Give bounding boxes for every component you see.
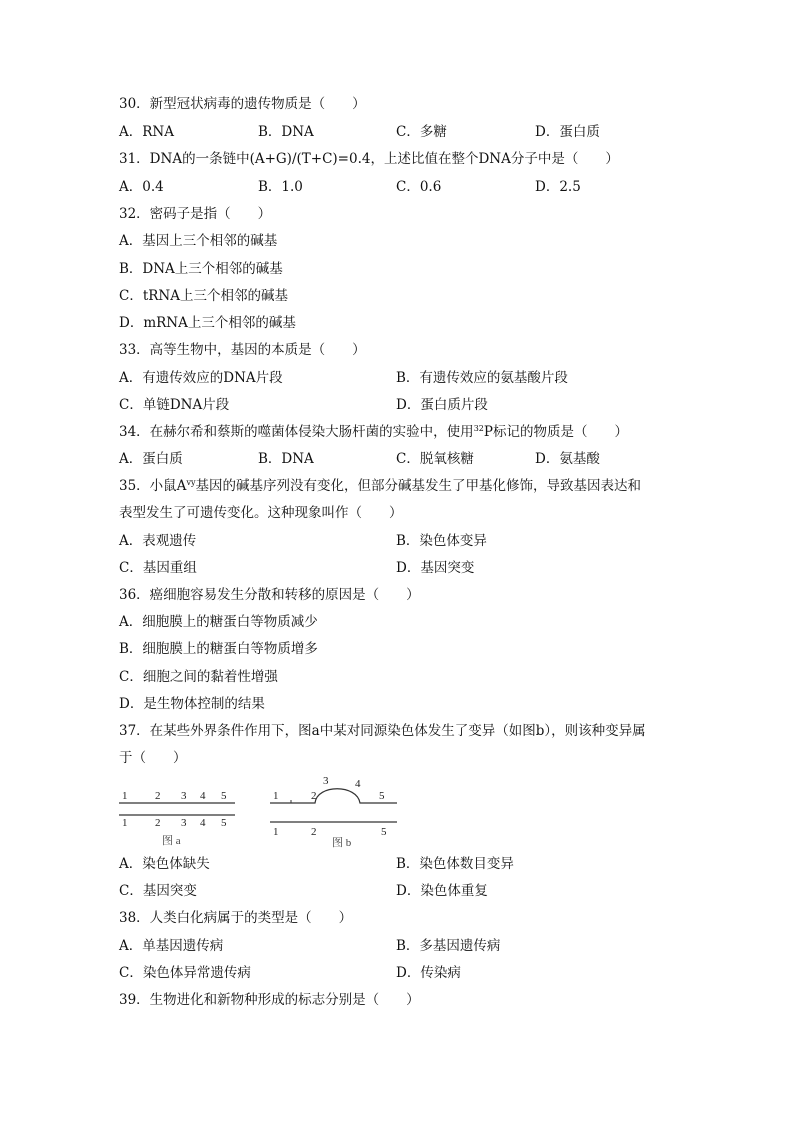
q38-option-c: C．染色体异常遗传病 (119, 965, 251, 981)
q30-option-b: B．DNA (258, 124, 314, 140)
q35-allele-superscript: vy (186, 478, 196, 487)
q32-option-a: A．基因上三个相邻的碱基 (119, 233, 278, 249)
question-38-stem: 38．人类白化病属于的类型是（ ） (119, 910, 353, 926)
q35-stem-part1: 35．小鼠A (119, 478, 187, 494)
fig-a-bottom-label-1: 1 (122, 817, 128, 829)
question-39-stem: 39．生物进化和新物种形成的标志分别是（ ） (119, 992, 420, 1008)
fig-b-top-label-4: 4 (355, 778, 361, 790)
q35-option-a: A．表观遗传 (119, 533, 197, 549)
q30-option-a: A．RNA (119, 124, 174, 140)
q34-option-c: C．脱氧核糖 (396, 451, 474, 467)
q38-option-d: D．传染病 (396, 965, 461, 981)
q31-option-a: A．0.4 (119, 179, 164, 195)
fig-b-bottom-label-2: 2 (311, 826, 317, 838)
q36-option-d: D．是生物体控制的结果 (119, 696, 265, 712)
q34-stem-part2: P标记的物质是（ ） (483, 424, 628, 440)
q35-option-d: D．基因突变 (396, 560, 475, 576)
q35-option-c: C．基因重组 (119, 560, 197, 576)
fig-a-top-label-3: 3 (181, 790, 187, 802)
fig-b-top-label-2: 2 (311, 790, 317, 802)
q35-option-b: B．染色体变异 (396, 533, 487, 549)
figure-b-top-chromosome-loop (270, 789, 397, 803)
question-32-stem: 32．密码子是指（ ） (119, 206, 272, 222)
q32-option-c: C．tRNA上三个相邻的碱基 (119, 288, 288, 304)
fig-a-bottom-label-5: 5 (221, 817, 227, 829)
q33-option-d: D．蛋白质片段 (396, 397, 488, 413)
q34-option-a: A．蛋白质 (119, 451, 183, 467)
q36-option-c: C．细胞之间的黏着性增强 (119, 669, 278, 685)
q33-option-c: C．单链DNA片段 (119, 397, 230, 413)
figure-b-caption: 图 b (332, 837, 352, 849)
q30-option-c: C．多糖 (396, 124, 447, 140)
q32-option-b: B．DNA上三个相邻的碱基 (119, 261, 283, 277)
fig-b-bottom-label-1: 1 (273, 826, 279, 838)
fig-a-top-label-4: 4 (200, 790, 206, 802)
fig-b-bottom-label-5: 5 (381, 826, 387, 838)
q38-option-a: A．单基因遗传病 (119, 938, 224, 954)
question-34-stem (119, 423, 628, 441)
question-33-stem: 33．高等生物中，基因的本质是（ ） (119, 342, 366, 358)
q32-option-d: D．mRNA上三个相邻的碱基 (119, 315, 296, 331)
q36-option-a: A．细胞膜上的糖蛋白等物质减少 (119, 614, 318, 630)
fig-a-bottom-label-2: 2 (155, 817, 161, 829)
q34-isotope-superscript: 32 (473, 424, 484, 433)
q31-option-d: D．2.5 (535, 179, 581, 195)
question-37-stem-line1: 37．在某些外界条件作用下，图a中某对同源染色体发生了变异（如图b），则该种变异属 (119, 723, 646, 739)
fig-a-top-label-5: 5 (221, 790, 227, 802)
figure-a (119, 790, 235, 847)
fig-b-top-label-1: 1 (273, 790, 279, 802)
q37-option-c: C．基因突变 (119, 883, 197, 899)
q37-option-b: B．染色体数目变异 (396, 856, 514, 872)
q34-option-d: D．氨基酸 (535, 451, 600, 467)
q38-option-b: B．多基因遗传病 (396, 938, 501, 954)
q37-option-d: D．染色体重复 (396, 883, 488, 899)
question-37-stem-line2: 于（ ） (119, 750, 187, 766)
q30-option-d: D．蛋白质 (535, 124, 600, 140)
fig-a-bottom-label-3: 3 (181, 817, 187, 829)
fig-a-bottom-label-4: 4 (200, 817, 206, 829)
q31-option-c: C．0.6 (396, 179, 442, 195)
q34-option-b: B．DNA (258, 451, 314, 467)
q33-option-b: B．有遗传效应的氨基酸片段 (396, 370, 568, 386)
question-31-stem: 31．DNA的一条链中(A+G)/(T+C)=0.4，上述比值在整个DNA分子中是（ ） (119, 151, 619, 167)
question-35-stem-line1 (119, 477, 641, 495)
fig-b-top-label-5: 5 (379, 790, 385, 802)
fig-a-top-label-1: 1 (122, 790, 128, 802)
q34-stem-part1: 34．在赫尔希和蔡斯的噬菌体侵染大肠杆菌的实验中，使用 (119, 424, 474, 440)
chromosome-diagram-svg (119, 772, 409, 852)
fig-b-top-label-3: 3 (323, 775, 329, 787)
figure-a-caption: 图 a (162, 835, 181, 847)
q35-stem-part2: 基因的碱基序列没有变化，但部分碱基发生了甲基化修饰，导致基因表达和 (195, 478, 641, 494)
question-30-stem: 30．新型冠状病毒的遗传物质是（ ） (119, 96, 366, 112)
fig-a-top-label-2: 2 (155, 790, 161, 802)
question-36-stem: 36．癌细胞容易发生分散和转移的原因是（ ） (119, 587, 420, 603)
q33-option-a: A．有遗传效应的DNA片段 (119, 370, 283, 386)
chromosome-figure (119, 772, 409, 852)
figure-b (270, 775, 397, 849)
question-35-stem-line2: 表型发生了可遗传变化。这种现象叫作（ ） (119, 505, 403, 521)
q37-option-a: A．染色体缺失 (119, 856, 210, 872)
q36-option-b: B．细胞膜上的糖蛋白等物质增多 (119, 641, 318, 657)
q31-option-b: B．1.0 (258, 179, 303, 195)
